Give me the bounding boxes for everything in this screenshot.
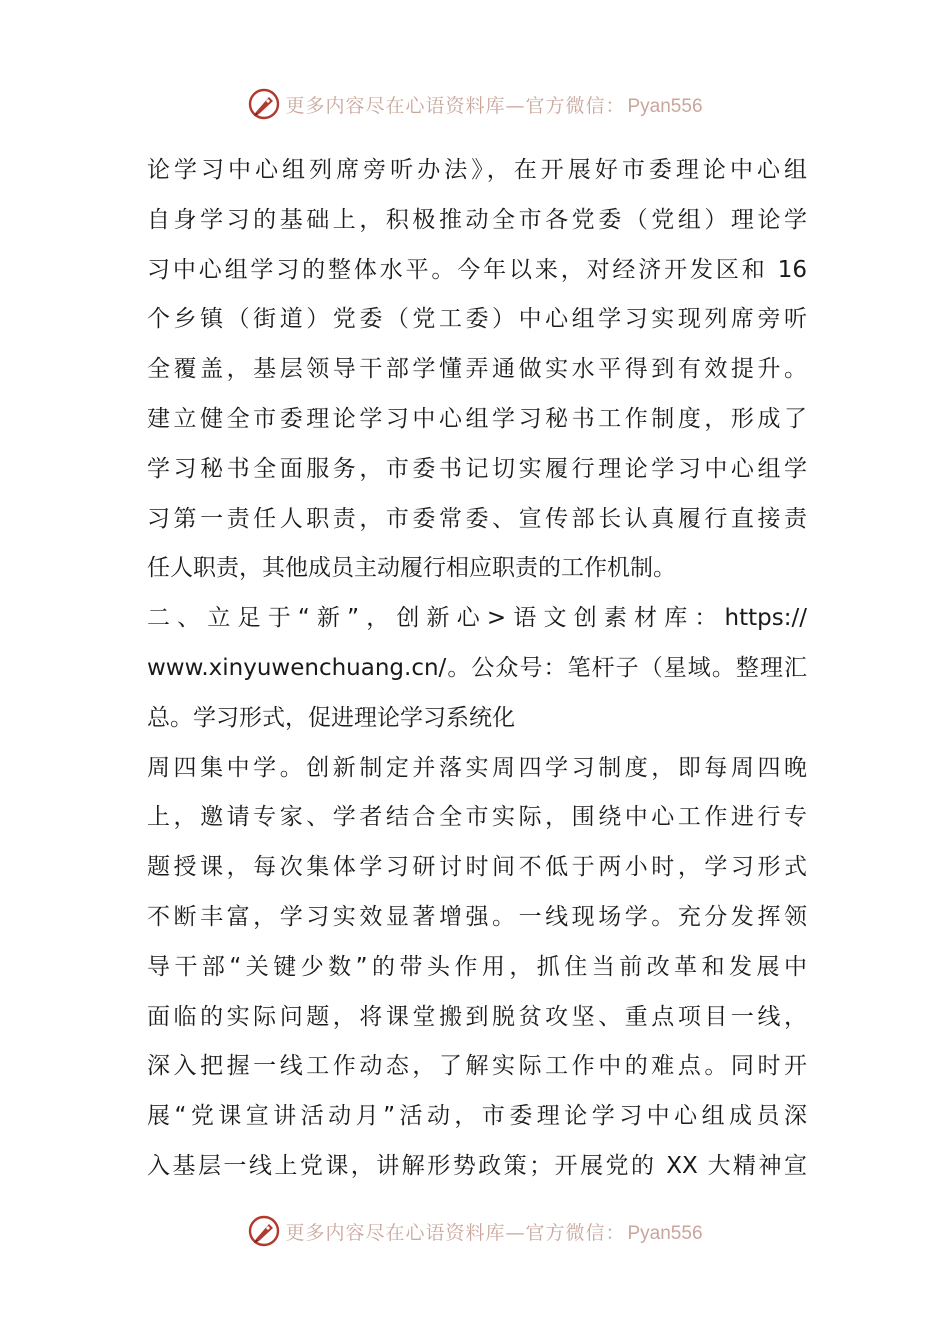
header-watermark <box>0 84 950 124</box>
pen-nib-logo-icon <box>247 87 281 121</box>
footer-watermark <box>0 1211 950 1251</box>
body-line: 深入把握一线工作动态，了解实际工作中的难点。同时开 <box>147 1053 807 1080</box>
watermark-wechat-id: Pyan556 <box>627 95 703 117</box>
body-line: 面临的实际问题，将课堂搬到脱贫攻坚、重点项目一线， <box>147 1003 807 1030</box>
body-line: 个乡镇（街道）党委（党工委）中心组学习实现列席旁听 <box>147 306 807 333</box>
body-line: 题授课，每次集体学习研讨时间不低于两小时，学习形式 <box>147 854 807 881</box>
document-body <box>147 146 807 1192</box>
watermark-text: 更多内容尽在心语资料库—官方微信： Pyan556 <box>285 94 703 117</box>
watermark-wechat-id: Pyan556 <box>627 1222 703 1244</box>
body-line: www.xinyuwenchuang.cn/。公众号：笔杆子（星域。整理汇 <box>147 654 807 681</box>
body-line: 上，邀请专家、学者结合全市实际，围绕中心工作进行专 <box>147 804 807 831</box>
body-line: 全覆盖，基层领导干部学懂弄通做实水平得到有效提升。 <box>147 356 807 383</box>
body-line: 周四集中学。创新制定并落实周四学习制度，即每周四晚 <box>147 754 807 781</box>
body-line: 习中心组学习的整体水平。今年以来，对经济开发区和 16 <box>147 256 807 283</box>
body-line: 展“党课宣讲活动月”活动，市委理论学习中心组成员深 <box>147 1103 807 1130</box>
body-line: 导干部“关键少数”的带头作用，抓住当前改革和发展中 <box>147 953 807 980</box>
body-line: 习第一责任人职责，市委常委、宣传部长认真履行直接责 <box>147 505 807 532</box>
body-line: 入基层一线上党课，讲解形势政策；开展党的 XX 大精神宣 <box>147 1152 807 1179</box>
body-line: 建立健全市委理论学习中心组学习秘书工作制度，形成了 <box>147 405 807 432</box>
body-line: 学习秘书全面服务，市委书记切实履行理论学习中心组学 <box>147 455 807 482</box>
body-line: 论学习中心组列席旁听办法》，在开展好市委理论中心组 <box>147 157 807 183</box>
body-line: 不断丰富，学习实效显著增强。一线现场学。充分发挥领 <box>147 903 807 930</box>
body-line: 任人职责，其他成员主动履行相应职责的工作机制。 <box>147 555 676 582</box>
body-line: 自身学习的基础上，积极推动全市各党委（党组）理论学 <box>147 206 807 233</box>
body-line: 总。学习形式，促进理论学习系统化 <box>147 704 515 731</box>
watermark-text: 更多内容尽在心语资料库—官方微信： Pyan556 <box>285 1221 703 1244</box>
pen-nib-logo-icon <box>247 1214 281 1248</box>
section-heading-line: 二、立足于“新”，创新心>语文创素材库：https:// <box>147 605 807 632</box>
